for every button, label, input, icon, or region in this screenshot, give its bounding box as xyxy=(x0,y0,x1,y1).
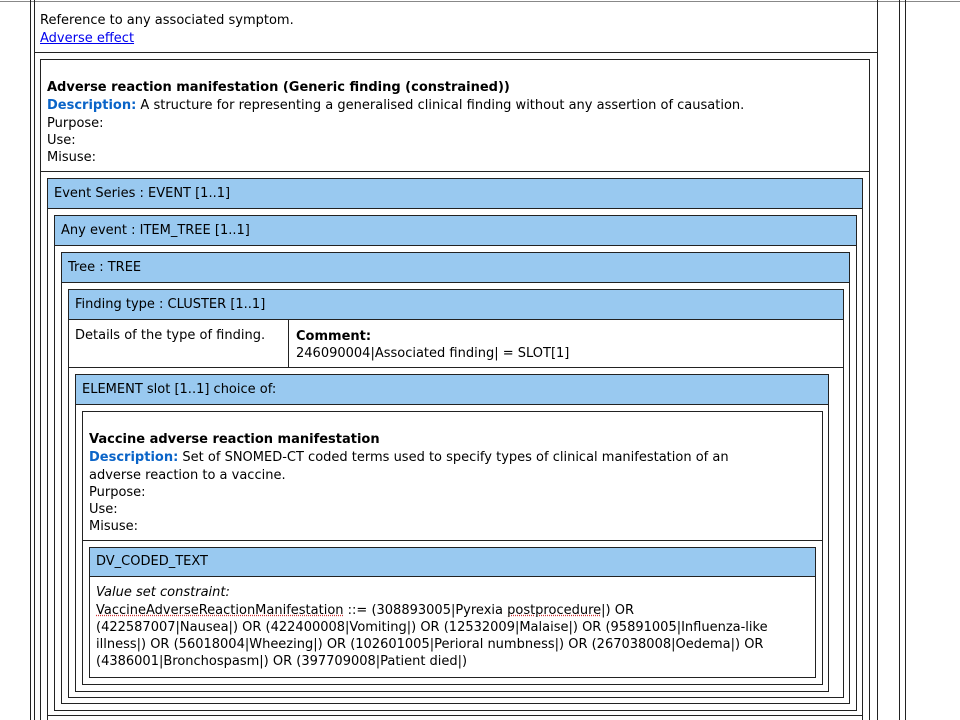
archetype-description xyxy=(47,97,744,114)
value-set-line1-end: |) OR xyxy=(601,603,635,618)
finding-type-separator xyxy=(68,367,844,368)
description-text: A structure for representing a generalised clinical finding without any assertion of causation. xyxy=(140,98,745,113)
vaccine-description-line1: Set of SNOMED-CT coded terms used to specify types of clinical manifestation of an xyxy=(182,450,729,465)
dv-coded-text-header: DV_CODED_TEXT xyxy=(89,547,816,577)
element-slot-header: ELEMENT slot [1..1] choice of: xyxy=(75,374,829,405)
comment-label: Comment: xyxy=(296,329,372,344)
finding-type-header: Finding type : CLUSTER [1..1] xyxy=(68,289,844,320)
event-series-header: Event Series : EVENT [1..1] xyxy=(47,178,863,209)
value-set-line1 xyxy=(96,602,634,619)
outer-border-left-1 xyxy=(30,0,31,720)
tree-header: Tree : TREE xyxy=(61,252,850,283)
vaccine-purpose: Purpose: xyxy=(89,485,146,500)
intro-text: Reference to any associated symptom. xyxy=(40,13,294,28)
intro-separator xyxy=(34,52,878,53)
adverse-effect-link[interactable]: Adverse effect xyxy=(40,31,135,46)
any-event-header: Any event : ITEM_TREE [1..1] xyxy=(54,215,857,246)
finding-type-cell-divider xyxy=(288,320,289,367)
vaccine-use: Use: xyxy=(89,502,118,517)
value-set-term: VaccineAdverseReactionManifestation xyxy=(96,603,344,618)
vaccine-title: Vaccine adverse reaction manifestation xyxy=(89,432,380,447)
description-label: Description: xyxy=(47,98,137,113)
value-set-constraint-label: Value set constraint: xyxy=(96,585,230,600)
vaccine-misuse: Misuse: xyxy=(89,519,138,534)
top-edge xyxy=(0,1,960,2)
event-series-bottom xyxy=(47,715,863,716)
vaccine-separator xyxy=(82,540,823,541)
value-set-line2: (422587007|Nausea|) OR (422400008|Vomiting|) OR (12532009|Malaise|) OR (95891005|Influenza-like xyxy=(96,620,768,635)
vaccine-description-line2: adverse reaction to a vaccine. xyxy=(89,468,286,483)
value-set-line4: (4386001|Bronchospasm|) OR (397709008|Patient died|) xyxy=(96,654,468,669)
outer-border-right-2 xyxy=(899,0,900,720)
vaccine-description xyxy=(89,449,729,466)
outer-border-left-2 xyxy=(34,0,35,720)
value-set-line3: illness|) OR (56018004|Wheezing|) OR (102601005|Perioral numbness|) OR (267038008|Oedema|) OR xyxy=(96,637,764,652)
outer-border-right-1 xyxy=(877,0,878,720)
comment-text: 246090004|Associated finding| = SLOT[1] xyxy=(296,346,570,361)
archetype-title: Adverse reaction manifestation (Generic finding (constrained)) xyxy=(47,80,510,95)
vaccine-description-label: Description: xyxy=(89,450,179,465)
archetype-misuse: Misuse: xyxy=(47,150,96,165)
value-set-line1-mid: ::= (308893005|Pyrexia xyxy=(343,603,508,618)
archetype-separator xyxy=(40,171,870,172)
outer-border-right-3 xyxy=(905,0,906,720)
value-set-term2: postprocedure xyxy=(507,603,602,618)
archetype-purpose: Purpose: xyxy=(47,116,104,131)
archetype-use: Use: xyxy=(47,133,76,148)
finding-type-details: Details of the type of finding. xyxy=(75,328,266,343)
